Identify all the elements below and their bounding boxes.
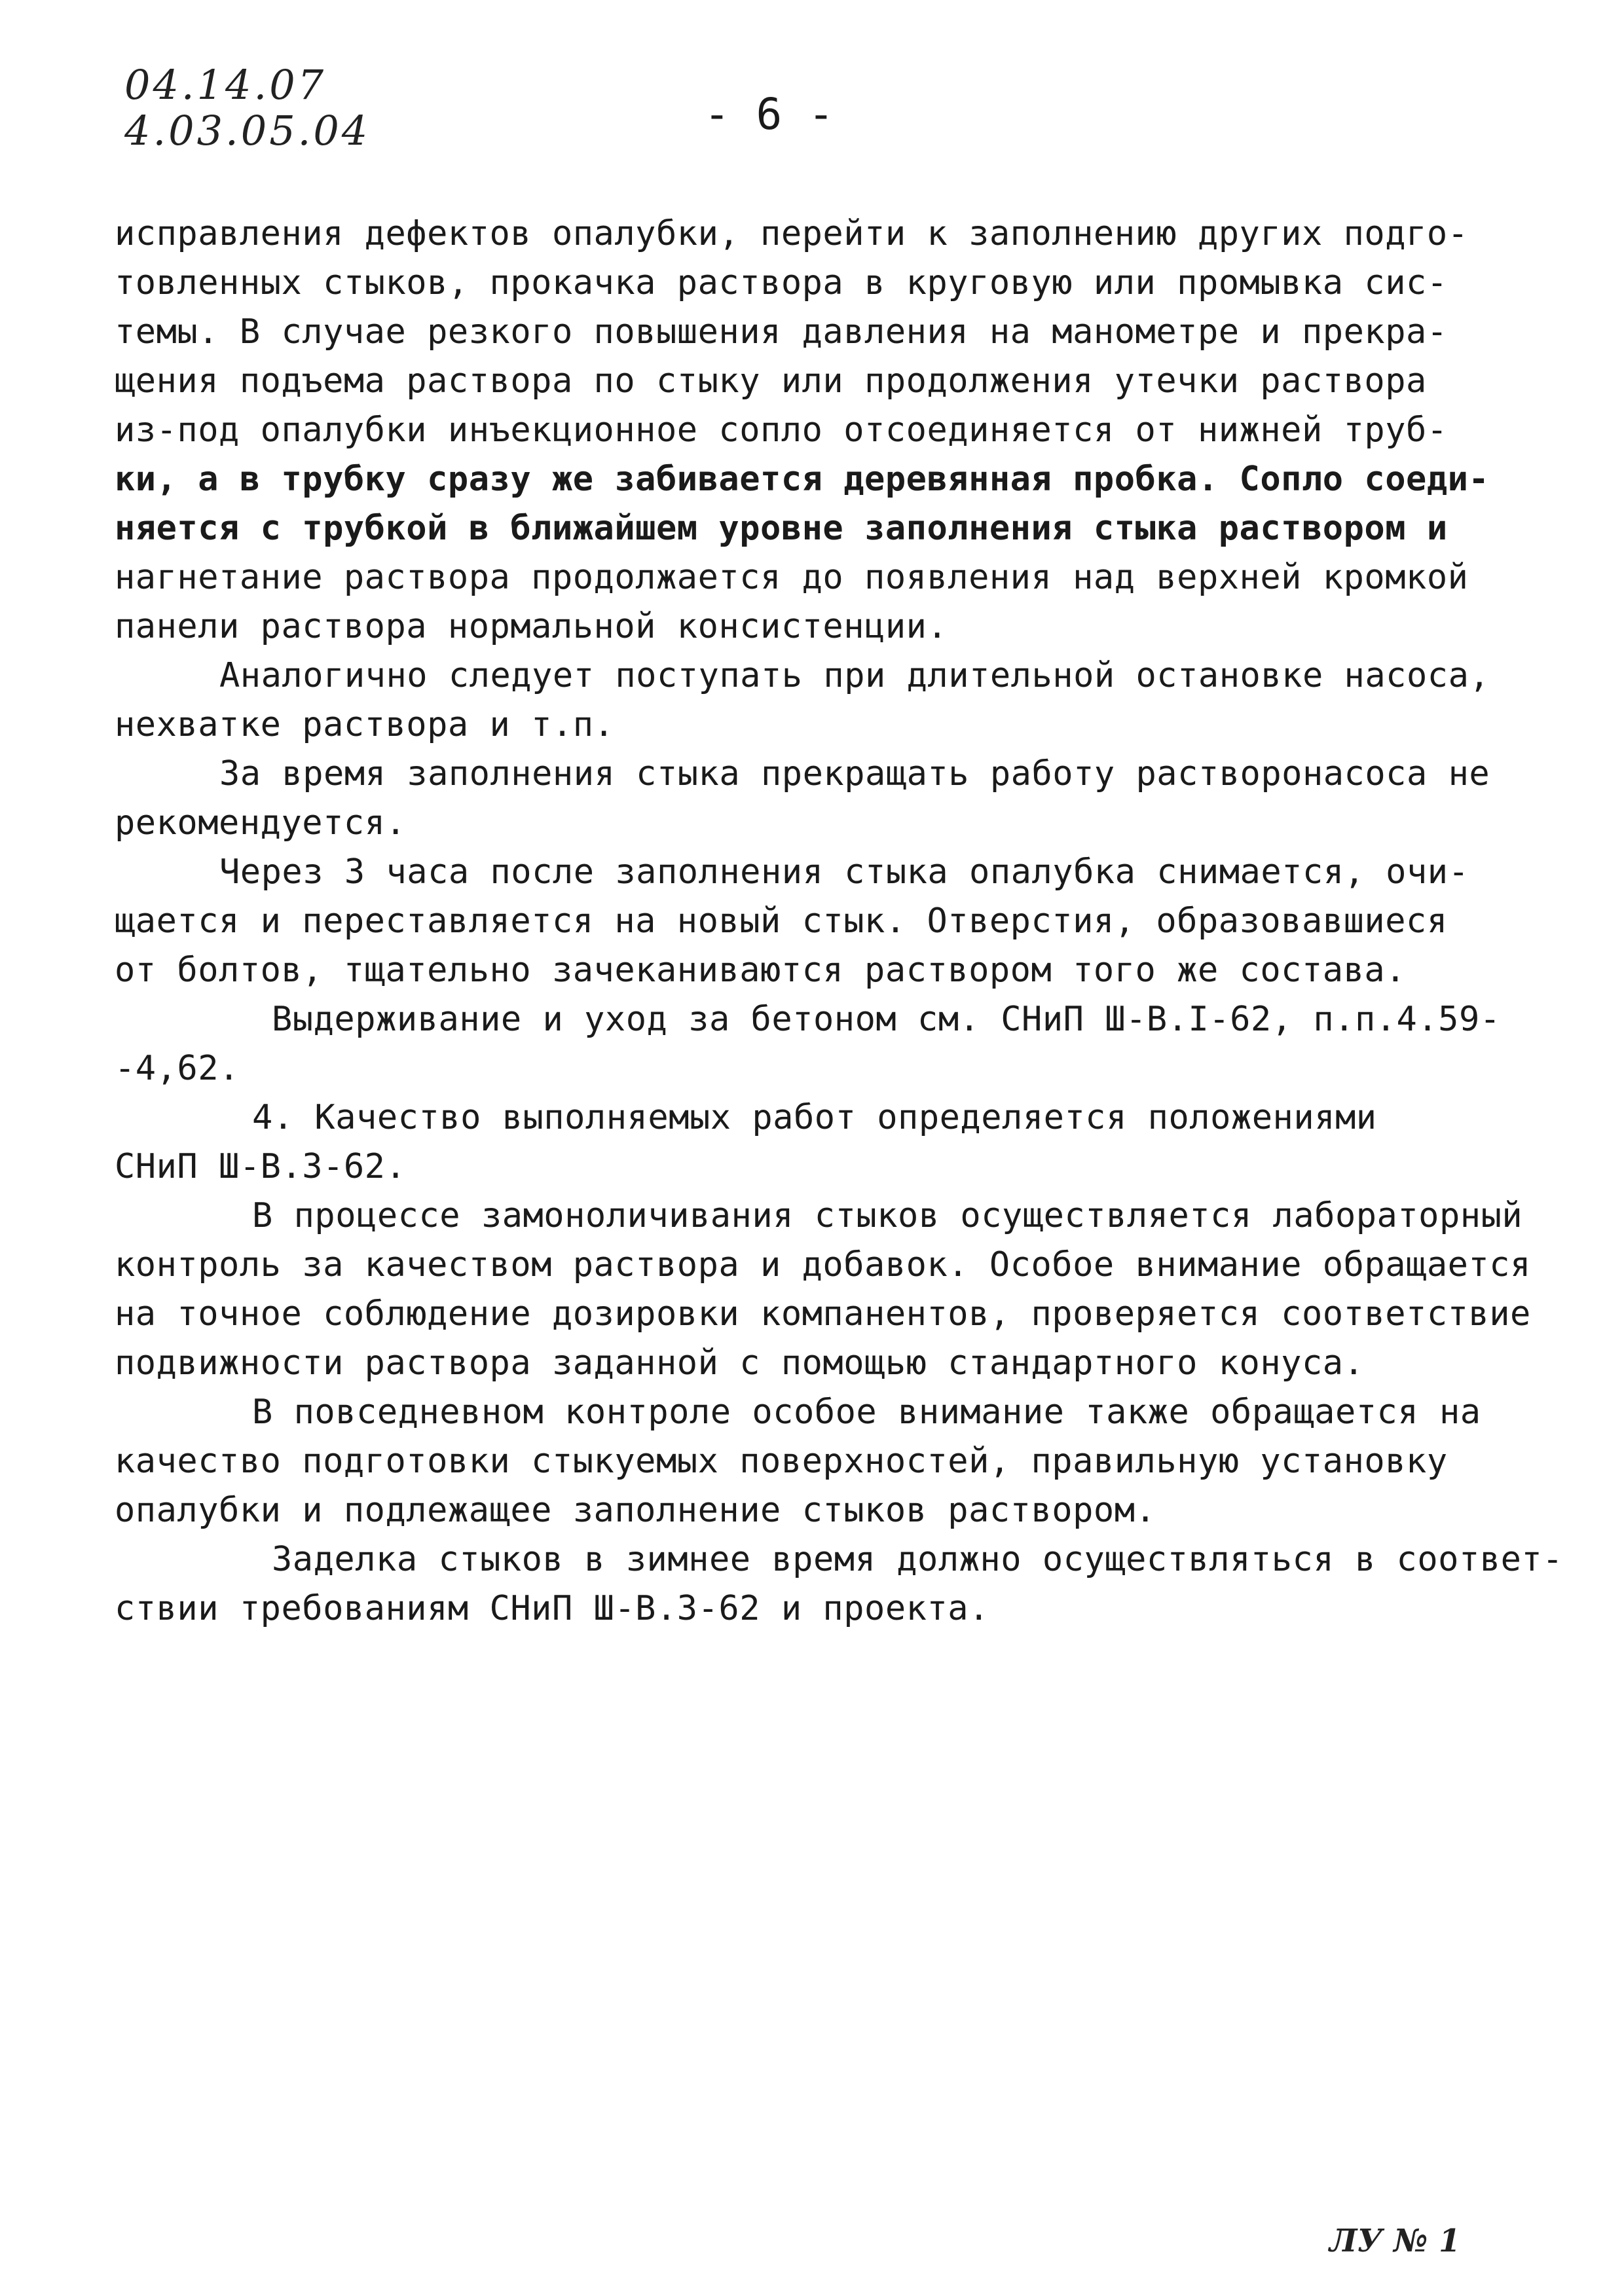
text-line: подвижности раствора заданной с помощью стандартного конуса. xyxy=(115,1343,1365,1383)
footer-mark: ЛУ № 1 xyxy=(1329,2223,1461,2259)
paragraph-first-line: Через 3 часа после заполнения стыка опалубка снимается, очи- xyxy=(219,852,1469,892)
text-line: нехватке раствора и т.п. xyxy=(115,705,615,744)
paragraph-first-line: В процессе замоноличивания стыков осуществляется лабораторный xyxy=(252,1196,1523,1235)
text-line: рекомендуется. xyxy=(115,803,407,843)
handwritten-code-line-2: 4.03.05.04 xyxy=(124,107,371,155)
text-line: темы. В случае резкого повышения давления на манометре и прекра- xyxy=(115,312,1448,352)
handwritten-annotation xyxy=(124,62,370,154)
section-heading: 4. Качество выполняемых работ определяется положениями xyxy=(252,1098,1377,1137)
text-line: СНиП Ш-В.3-62. xyxy=(115,1147,407,1186)
body-text xyxy=(115,210,1564,1633)
paragraph-first-line: Аналогично следует поступать при длительной остановке насоса, xyxy=(219,656,1490,695)
text-line: щается и переставляется на новый стык. Отверстия, образовавшиеся xyxy=(115,902,1448,941)
text-line: панели раствора нормальной консистенции. xyxy=(115,607,948,646)
paragraph-first-line: За время заполнения стыка прекращать работу растворонасоса не xyxy=(219,754,1490,793)
text-line: товленных стыков, прокачка раствора в круговую или промывка сис- xyxy=(115,263,1448,302)
paragraph-first-line: Заделка стыков в зимнее время должно осуществляться в соответ- xyxy=(272,1540,1564,1579)
text-line: опалубки и подлежащее заполнение стыков раствором. xyxy=(115,1491,1156,1530)
text-line: исправления дефектов опалубки, перейти к заполнению других подго- xyxy=(115,214,1469,253)
text-line: контроль за качеством раствора и добавок. Особое внимание обращается xyxy=(115,1245,1531,1285)
text-line: ки, а в трубку сразу же забивается деревянная пробка. Сопло соеди- xyxy=(115,460,1490,499)
text-line: от болтов, тщательно зачеканиваются раствором того же состава. xyxy=(115,951,1407,990)
text-line: нагнетание раствора продолжается до появления над верхней кромкой xyxy=(115,558,1469,597)
text-line: качество подготовки стыкуемых поверхностей, правильную установку xyxy=(115,1442,1448,1481)
page-number: - 6 - xyxy=(704,89,834,139)
text-line: -4,62. xyxy=(115,1049,240,1088)
paragraph-first-line: В повседневном контроле особое внимание также обращается на xyxy=(252,1393,1481,1432)
text-line: ствии требованиям СНиП Ш-В.3-62 и проекта. xyxy=(115,1589,989,1628)
handwritten-code-line-1: 04.14.07 xyxy=(124,61,327,109)
text-line: на точное соблюдение дозировки компанентов, проверяется соответствие xyxy=(115,1294,1531,1334)
text-line: щения подъема раствора по стыку или продолжения утечки раствора xyxy=(115,361,1427,401)
text-line: няется с трубкой в ближайшем уровне заполнения стыка раствором и xyxy=(115,509,1448,548)
text-line: из-под опалубки инъекционное сопло отсоединяется от нижней труб- xyxy=(115,410,1448,450)
paragraph-first-line: Выдерживание и уход за бетоном см. СНиП Ш-В.I-62, п.п.4.59- xyxy=(272,1000,1501,1039)
